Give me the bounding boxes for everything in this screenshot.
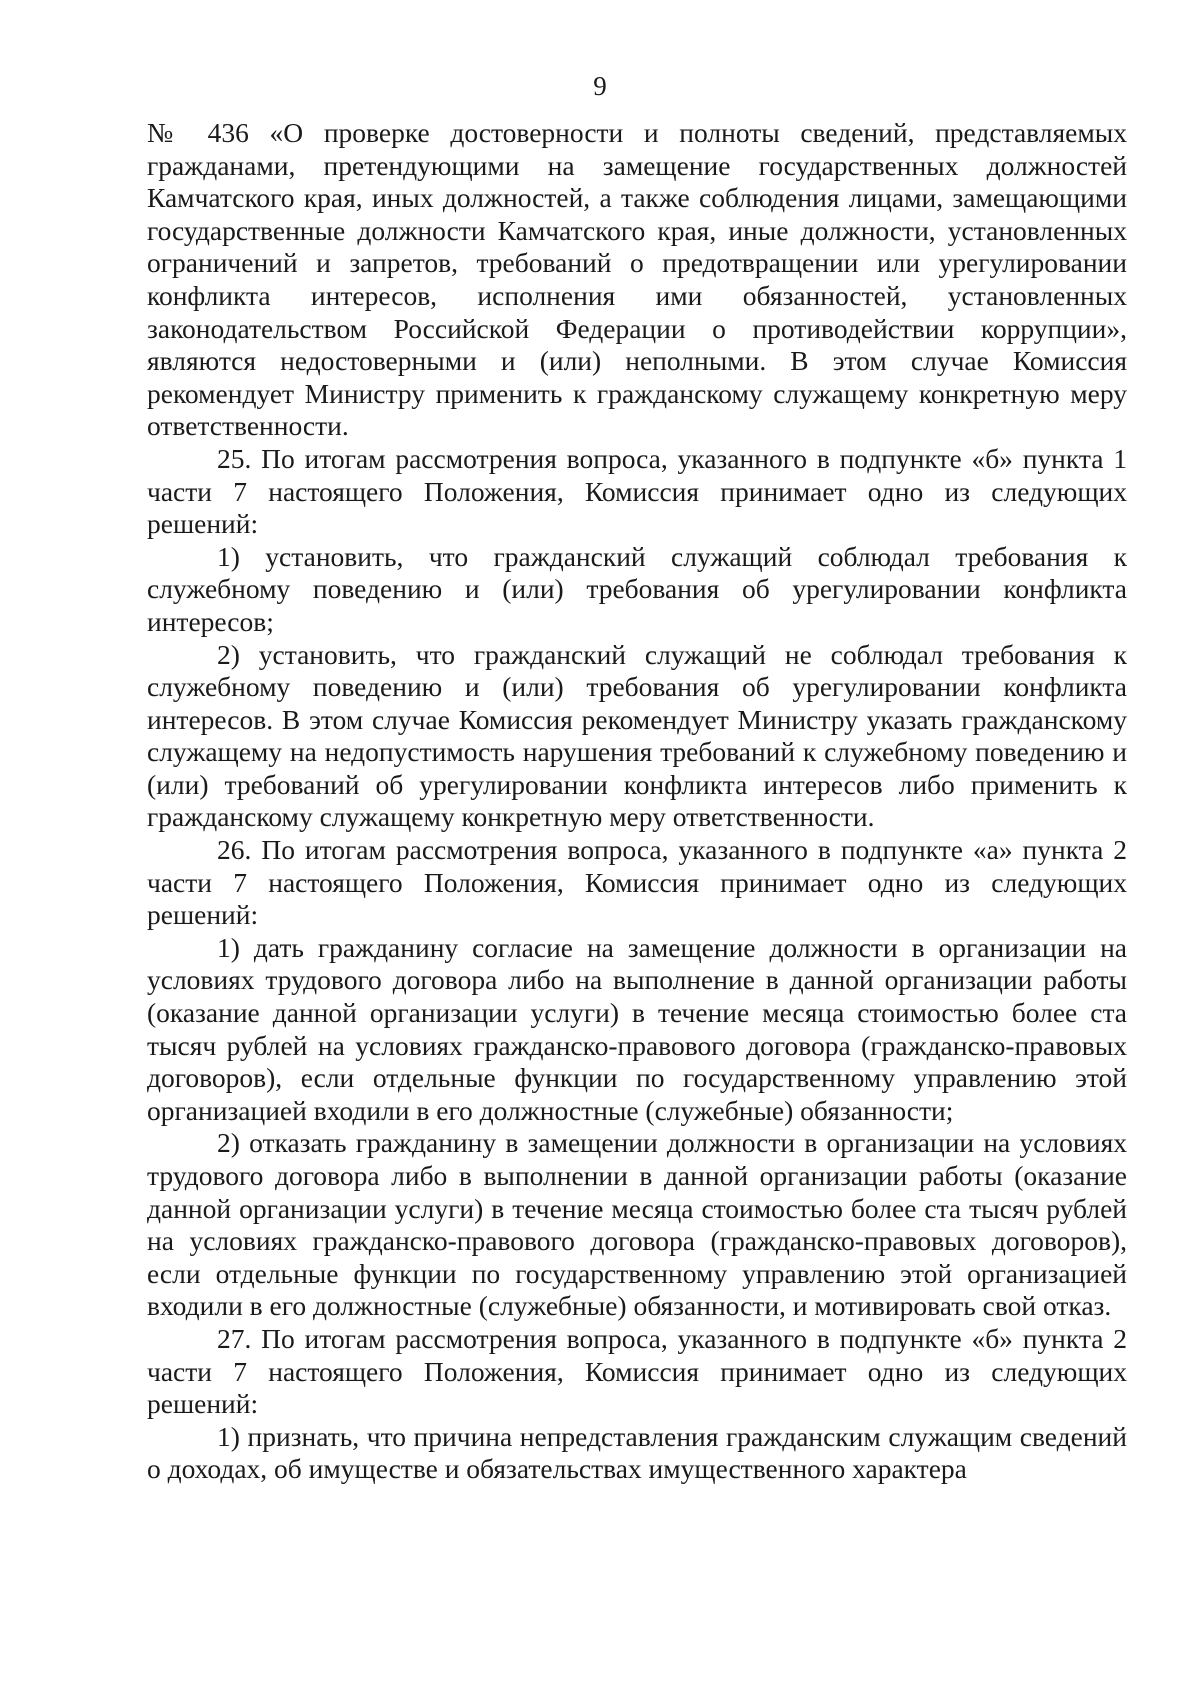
page-number: 9 <box>593 71 607 101</box>
paragraph-item-25-2: 2) установить, что гражданский служащий не соблюдал требования к служебному поведению и (или) требования об урегулировании конфликта интересов. В этом случае Комиссия рекомендует Министру указать гражданскому служащему на недопустимость нарушения требований к служебному поведению и (или) требований об урегулировании конфликта интересов либо применить к гражданскому служащему конкретную меру ответственности. <box>147 638 1127 833</box>
paragraph-item-25-1: 1) установить, что гражданский служащий соблюдал требования к служебному поведению и (или) требования об урегулировании конфликта интересов; <box>147 540 1127 637</box>
document-body <box>147 117 1127 1486</box>
paragraph-continuation: № 436 «О проверке достоверности и полноты сведений, представляемых гражданами, претендующими на замещение государственных должностей Камчатского края, иных должностей, а также соблюдения лицами, замещающими государственные должности Камчатского края, иные должности, установленных ограничений и запретов, требований о предотвращении или урегулировании конфликта интересов, исполнения ими обязанностей, установленных законодательством Российской Федерации о противодействии коррупции», являются недостоверными и (или) неполными. В этом случае Комиссия рекомендует Министру применить к гражданскому служащему конкретную меру ответственности. <box>147 117 1127 442</box>
paragraph-item-26: 26. По итогам рассмотрения вопроса, указанного в подпункте «а» пункта 2 части 7 настоящего Положения, Комиссия принимает одно из следующих решений: <box>147 834 1127 931</box>
paragraph-item-27-1: 1) признать, что причина непредставления гражданским служащим сведений о доходах, об имуществе и обязательствах имущественного характера <box>147 1420 1127 1485</box>
paragraph-item-25: 25. По итогам рассмотрения вопроса, указанного в подпункте «б» пункта 1 части 7 настоящего Положения, Комиссия принимает одно из следующих решений: <box>147 442 1127 540</box>
paragraph-item-26-2: 2) отказать гражданину в замещении должности в организации на условиях трудового договора либо в выполнении в данной организации работы (оказание данной организации услуги) в течение месяца стоимостью более ста тысяч рублей на условиях гражданско-правового договора (гражданско-правовых договоров), если отдельные функции по государственному управлению этой организацией входили в его должностные (служебные) обязанности, и мотивировать свой отказ. <box>147 1127 1127 1322</box>
paragraph-item-27: 27. По итогам рассмотрения вопроса, указанного в подпункте «б» пункта 2 части 7 настоящего Положения, Комиссия принимает одно из следующих решений: <box>147 1322 1127 1420</box>
paragraph-item-26-1: 1) дать гражданину согласие на замещение должности в организации на условиях трудового договора либо на выполнение в данной организации работы (оказание данной организации услуги) в течение месяца стоимостью более ста тысяч рублей на условиях гражданско-правового договора (гражданско-правовых договоров), если отдельные функции по государственному управлению этой организацией входили в его должностные (служебные) обязанности; <box>147 931 1127 1126</box>
